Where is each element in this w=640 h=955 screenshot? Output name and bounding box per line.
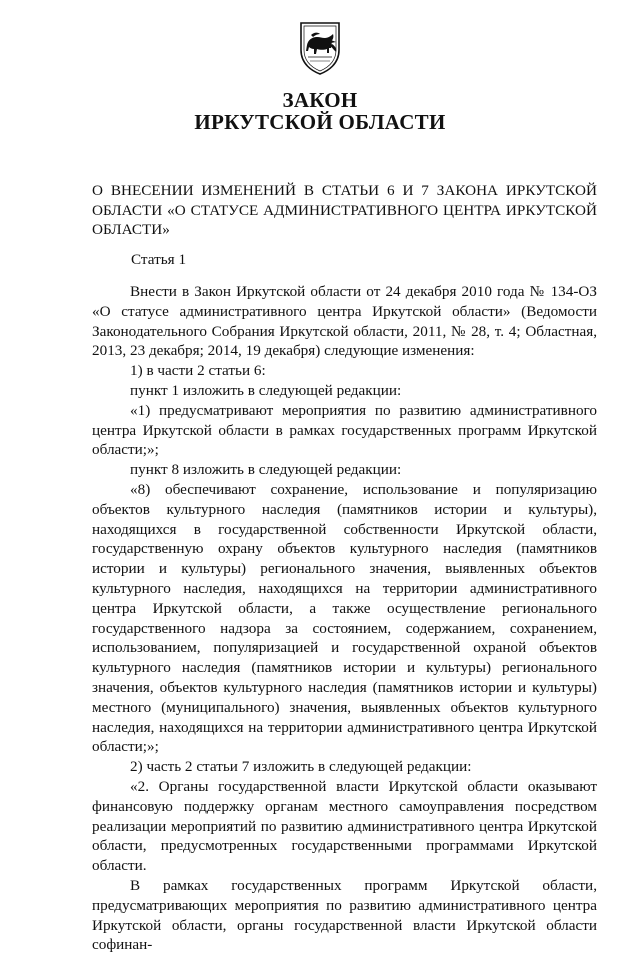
law-body xyxy=(92,282,597,955)
paragraph-point-8-heading: пункт 8 изложить в следующей редакции: xyxy=(130,461,402,479)
article-heading: Статья 1 xyxy=(131,251,187,268)
document-type-heading: ЗАКОН xyxy=(282,88,358,112)
paragraph-item-1: 1) в части 2 статьи 6: xyxy=(130,362,266,380)
region-heading: ИРКУТСКОЙ ОБЛАСТИ xyxy=(194,110,446,134)
paragraph-programs: В рамках государственных программ Иркутской области, предусматривающих мероприятия по развитию административного центра Иркутской области, органы государственной власти Иркутской области софинан- xyxy=(92,876,597,954)
paragraph-item-2: 2) часть 2 статьи 7 изложить в следующей редакции: xyxy=(130,758,472,776)
paragraph-point-1-text: «1) предусматривают мероприятия по развитию административного центра Иркутской области в рамках государственных программ Иркутской области;»; xyxy=(92,401,597,459)
paragraph-point-1-heading: пункт 1 изложить в следующей редакции: xyxy=(130,381,402,399)
coat-of-arms-icon xyxy=(298,20,342,76)
paragraph-point-8-text: «8) обеспечивают сохранение, использование и популяризацию объектов культурного наследия (памятников истории и культуры), находящихся в государственной собственности Иркутской области, государственную охрану объектов культурного наследия (памятников истории и культуры) регионального значения, выявленных объектов культурного наследия, находящихся на территории административного центра Иркутской области, а также осуществление регионального государственного надзора за состоянием, содержанием, сохранением, использованием, популяризацией и государственной охраной объектов культурного наследия (памятников истории и культуры) регионального значения, объектов культурного наследия (памятников истории и культуры) местного (муниципального) значения, выявленных объектов культурного наследия, находящихся на территории административного центра Иркутской области;»; xyxy=(92,480,597,756)
law-title: О ВНЕСЕНИИ ИЗМЕНЕНИЙ В СТАТЬИ 6 И 7 ЗАКОНА ИРКУТСКОЙ ОБЛАСТИ «О СТАТУСЕ АДМИНИСТРАТИВНОГО ЦЕНТРА ИРКУТСКОЙ ОБЛАСТИ» xyxy=(92,182,597,238)
paragraph-intro: Внести в Закон Иркутской области от 24 декабря 2010 года № 134-ОЗ «О статусе административного центра Иркутской области» (Ведомости Законодательного Собрания Иркутской области, 2011, № 28, т. 4; Областная, 2013, 23 декабря; 2014, 19 декабря) следующие изменения: xyxy=(92,283,597,360)
paragraph-part-2-text: «2. Органы государственной власти Иркутской области оказывают финансовую поддержку органам местного самоуправления посредством реализации мероприятий по развитию административного центра Иркутской области, предусмотренных государственными программами Иркутской области. xyxy=(92,777,597,875)
